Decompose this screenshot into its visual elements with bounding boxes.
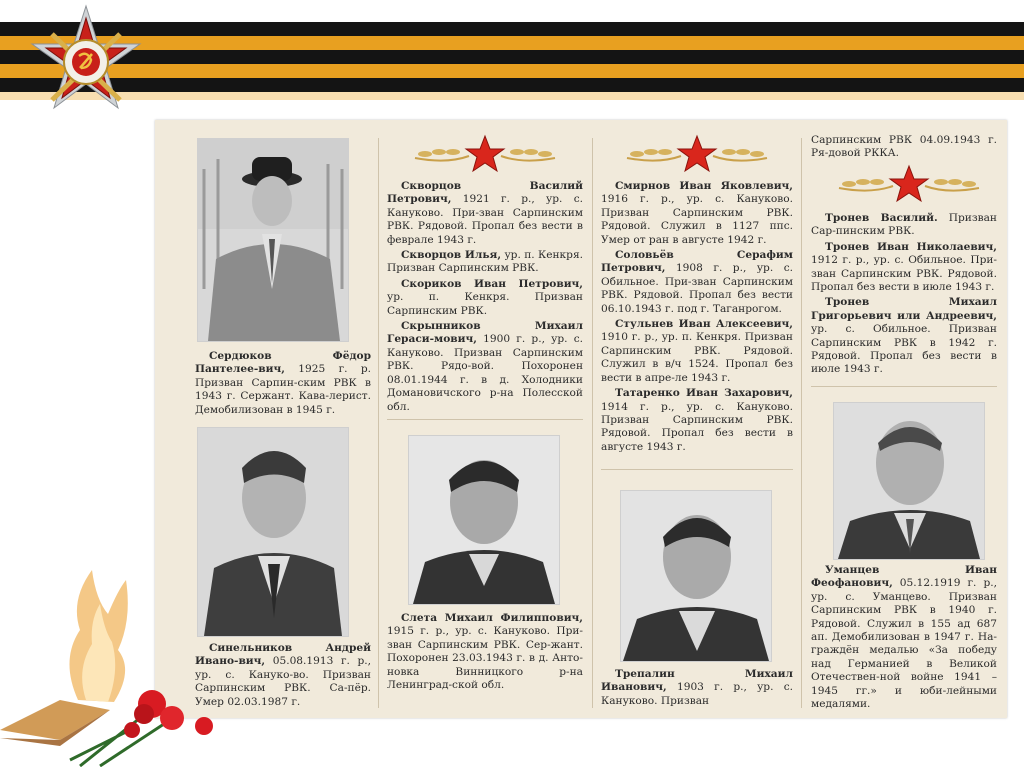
entry <box>195 350 371 417</box>
entry-name: Скворцов Илья, <box>401 249 502 262</box>
entry-block <box>811 564 997 713</box>
entry-text: 1908 г. р., ур. с. Обильное. При-зван Сарпинским РВК. Рядовой. Пропал без вести 06.10.1943 г. под г. Таганрогом. <box>601 262 793 315</box>
portrait-photo-umantsev <box>833 402 985 560</box>
portrait-photo-sleta <box>408 435 560 605</box>
entry-name: Тронев Василий. <box>825 212 938 224</box>
entry-text: 1925 г. р. Призван Сарпин-ским РВК в 1943 г. Сержант. Кава-лерист. Демобилизован в 1945 г. <box>195 363 371 416</box>
entry-name: Скворцов Василий Петрович, <box>387 180 583 206</box>
entry-text: 1910 г. р., ур. п. Кенкря. Призван Сарпинским РВК. Рядовой. Служил в в/ч 1524. Пропал без вести в апре-ле 1943 г. <box>601 331 793 384</box>
red-star-laurel-icon <box>831 164 987 204</box>
entry-name: Стульнев Иван Алексеевич, <box>615 318 793 331</box>
entry <box>601 668 793 708</box>
entry-text: 1915 г. р., ур. с. Кануково. При-зван Сарпинским РВК. Сер-жант. Похоронен 23.03.1943 г. в д. Анто-новка Винницкого р-на Ленинград-ской обл. <box>387 625 583 692</box>
entry-name: Слета Михаил Филиппович, <box>401 612 583 624</box>
entry-name: Тронев Михаил Григорьевич или Андреевич, <box>811 296 997 322</box>
entry-name: Скориков Иван Петрович, <box>401 277 583 290</box>
entry-name: Уманцев Иван Феофанович, <box>811 564 997 590</box>
entry <box>601 318 793 385</box>
entry-name: Соловьёв Серафим Петрович, <box>601 249 793 275</box>
entry-block <box>195 350 371 419</box>
entry <box>811 564 997 711</box>
entry-block <box>601 668 793 710</box>
red-star-laurel-icon <box>407 134 563 174</box>
portrait-photo-trepalin <box>620 490 772 662</box>
entry <box>387 249 583 276</box>
entry-text: 1914 г. р., ур. с. Кануково. Призван Сарпинским РВК. Рядовой. Пропал без вести в августе 1943 г. <box>601 400 793 453</box>
entry-text: Сарпинским РВК 04.09.1943 г. Ря-довой РККА. <box>811 134 997 160</box>
entry-text: 05.12.1919 г. р., ур. с. Уманцево. Призван Сарпинским РВК в 1940 г. Рядовой. Служил в 155 ад 687 ап. Демобилизован в 1947 г. На-граждён медалью «За победу над Германией в Великой Отечествен-ной войне 1941 – 1945 гг.» и юби-лейными медалями. <box>811 577 997 711</box>
entry <box>387 320 583 414</box>
entry-name: Скрынников Михаил Гераси-мович, <box>387 320 583 346</box>
entry <box>387 612 583 692</box>
entry-text: Призван Сар-пинским РВК. <box>811 212 997 238</box>
entry <box>811 134 997 161</box>
entry-block <box>811 134 997 163</box>
carnation-flowers-icon <box>60 670 230 767</box>
entry-text: ур. п. Кенкря. Призван Сарпинским РВК. <box>387 291 583 317</box>
entry-text: 1903 г. р., ур. с. Кануково. Призван <box>601 681 793 707</box>
entry-text: ур. п. Кенкря. Призван Сарпинским РВК. <box>387 249 583 275</box>
entry-block <box>601 180 793 456</box>
entry-name: Тронев Иван Николаевич, <box>825 240 997 253</box>
entry-text: 1912 г. р., ур. с. Обильное. При-зван Сарпинским РВК. Рядовой. Пропал без вести в июле 1943 г. <box>811 254 997 294</box>
entry-name: Татаренко Иван Захарович, <box>615 387 793 400</box>
entry-text: 1916 г. р., ур. с. Кануково. Призван Сарпинским РВК. Рядовой. Служил в 1127 ппс. Умер от ран в августе 1942 г. <box>601 193 793 246</box>
entry-name: Синельников Андрей Ивано-вич, <box>195 642 371 668</box>
entry-text: 05.08.1913 г. р., ур. с. Кануко-во. Призван Сарпинским РВК. Са-пёр. Умер 02.03.1987 г. <box>195 655 371 708</box>
entry <box>387 180 583 247</box>
entry-name: Трепалин Михаил Иванович, <box>601 668 793 694</box>
red-star-laurel-icon <box>619 134 775 174</box>
entry-block <box>387 180 583 416</box>
portrait-photo-serdyukov <box>197 138 349 342</box>
entry <box>811 241 997 295</box>
entry-block <box>811 212 997 379</box>
entry <box>601 387 793 454</box>
entry <box>601 249 793 316</box>
entry <box>811 296 997 376</box>
order-of-patriotic-war-icon <box>22 4 150 128</box>
entry-text: 1900 г. р., ур. с. Кануково. Призван Сарпинским РВК. Рядо-вой. Похоронен 08.01.1944 г. в д. Холодники Домановичского р-на Полесской обл. <box>387 333 583 413</box>
entry-block <box>387 612 583 694</box>
entry-name: Смирнов Иван Яковлевич, <box>615 180 793 192</box>
memorial-book-page <box>155 120 1007 718</box>
entry <box>387 278 583 318</box>
entry-text: 1921 г. р., ур. с. Кануково. При-зван Сарпинским РВК. Рядовой. Пропал без вести в феврале 1943 г. <box>387 193 583 246</box>
entry-name: Сердюков Фёдор Пантелее-вич, <box>195 350 371 376</box>
entry <box>811 212 997 239</box>
entry <box>601 180 793 247</box>
entry-text: ур. с. Обильное. Призван Сарпинским РВК в 1942 г. Рядовой. Пропал без вести в июле 1943 г. <box>811 323 997 376</box>
st-george-ribbon <box>0 22 1024 100</box>
